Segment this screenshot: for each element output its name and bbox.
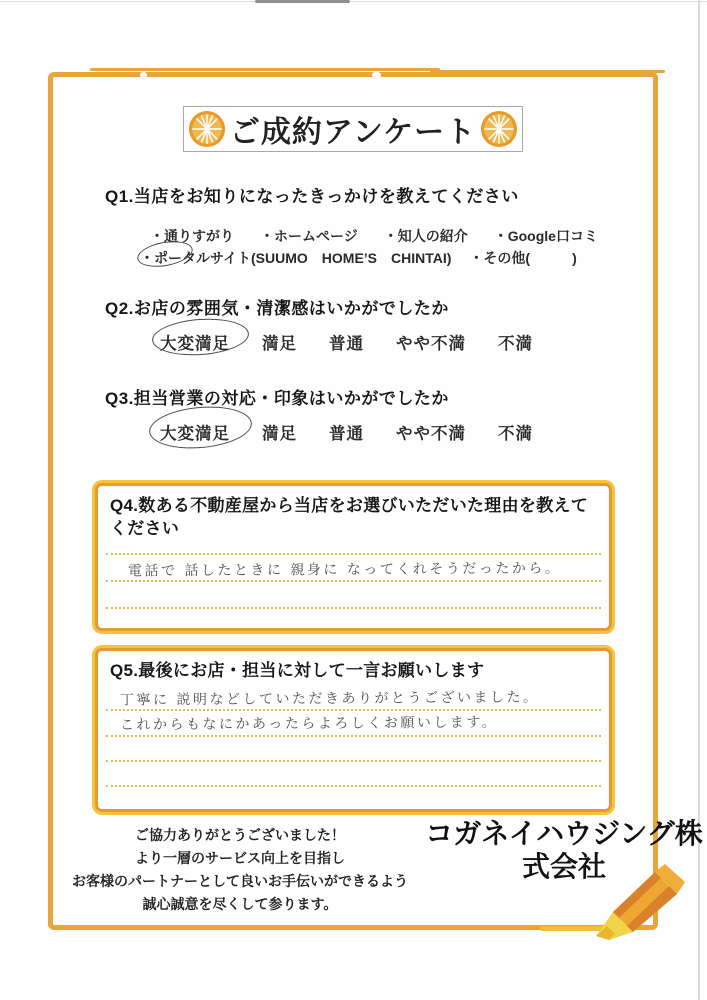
answer-line[interactable] <box>106 607 601 609</box>
answer-line[interactable] <box>106 785 601 787</box>
option-manzoku[interactable]: 満足 <box>262 335 297 353</box>
answer-line[interactable] <box>106 735 601 737</box>
question-4-box <box>95 483 612 631</box>
q4-handwritten-answer: 電話で 話したときに 親身に なってくれそうだったから。 <box>127 560 562 580</box>
question-4-label: Q4.数ある不動産屋から当店をお選びいただいた理由を教えてください <box>110 496 589 538</box>
company-name <box>419 817 707 883</box>
orange-slice-icon <box>188 110 226 148</box>
answer-line[interactable] <box>106 709 601 711</box>
answer-line[interactable] <box>106 760 601 762</box>
q5-handwritten-answer-line1: 丁寧に 説明などしていただきありがとうございました。 <box>119 689 540 709</box>
option-fuman[interactable]: 不満 <box>498 425 533 443</box>
option-shoukai[interactable]: ・知人の紹介 <box>383 228 468 244</box>
footer-line-3: お客様のパートナーとして良いお手伝いができるよう <box>72 873 408 889</box>
frame-extra-stroke <box>90 68 440 71</box>
orange-slice-icon <box>480 110 518 148</box>
option-google-kuchikomi[interactable]: ・Google口コミ <box>493 228 598 244</box>
footer-message <box>50 824 430 916</box>
option-yaya-fuman[interactable]: やや不満 <box>396 425 466 443</box>
option-manzoku[interactable]: 満足 <box>262 425 297 443</box>
option-fuman[interactable]: 不満 <box>498 335 533 353</box>
footer-line-4: 誠心誠意を尽くして参ります。 <box>142 896 338 912</box>
question-5-label: Q5.最後にお店・担当に対して一言お願いします <box>110 661 485 680</box>
frame-stroke-gap <box>372 72 381 78</box>
question-5-box <box>95 648 612 812</box>
question-3-label: Q3.担当営業の対応・印象はいかがでしたか <box>105 389 449 408</box>
option-taihen-manzoku[interactable]: 大変満足 <box>160 335 230 353</box>
footer-line-2: より一層のサービス向上を目指し <box>135 850 345 866</box>
answer-line[interactable] <box>106 580 601 582</box>
q5-handwritten-answer-line2: これからもなにかあったらよろしくお願いします。 <box>119 714 499 734</box>
page-title: ご成約アンケート <box>229 116 477 149</box>
company-name-line1: コガネイハウジング株 <box>425 818 703 849</box>
option-sonota[interactable]: ・その他( ) <box>469 250 577 266</box>
company-name-line2: 式会社 <box>521 851 606 882</box>
footer-line-1: ご協力ありがとうございました！ <box>135 827 345 843</box>
question-1-label: Q1.当店をお知りになったきっかけを教えてください <box>105 187 519 206</box>
option-homepage[interactable]: ・ホームページ <box>260 228 358 244</box>
question-1-options-row1 <box>150 226 598 246</box>
frame-extra-stroke <box>430 70 665 73</box>
frame-stroke-gap <box>140 72 147 78</box>
scan-edge-top <box>0 1 707 2</box>
answer-line[interactable] <box>106 553 601 555</box>
option-yaya-fuman[interactable]: やや不満 <box>396 335 466 353</box>
option-toorisugari[interactable]: ・通りすがり <box>150 228 234 244</box>
option-futsuu[interactable]: 普通 <box>329 425 364 443</box>
option-portal-site[interactable]: ・ポータルサイト(SUUMO HOME’S CHINTAI) <box>140 250 452 266</box>
option-futsuu[interactable]: 普通 <box>329 335 364 353</box>
scan-edge-dark-segment <box>255 0 350 3</box>
title-banner <box>183 106 523 152</box>
question-1-options-row2 <box>140 248 577 268</box>
question-2-label: Q2.お店の雰囲気・清潔感はいかがでしたか <box>105 299 449 318</box>
option-taihen-manzoku[interactable]: 大変満足 <box>160 425 230 443</box>
